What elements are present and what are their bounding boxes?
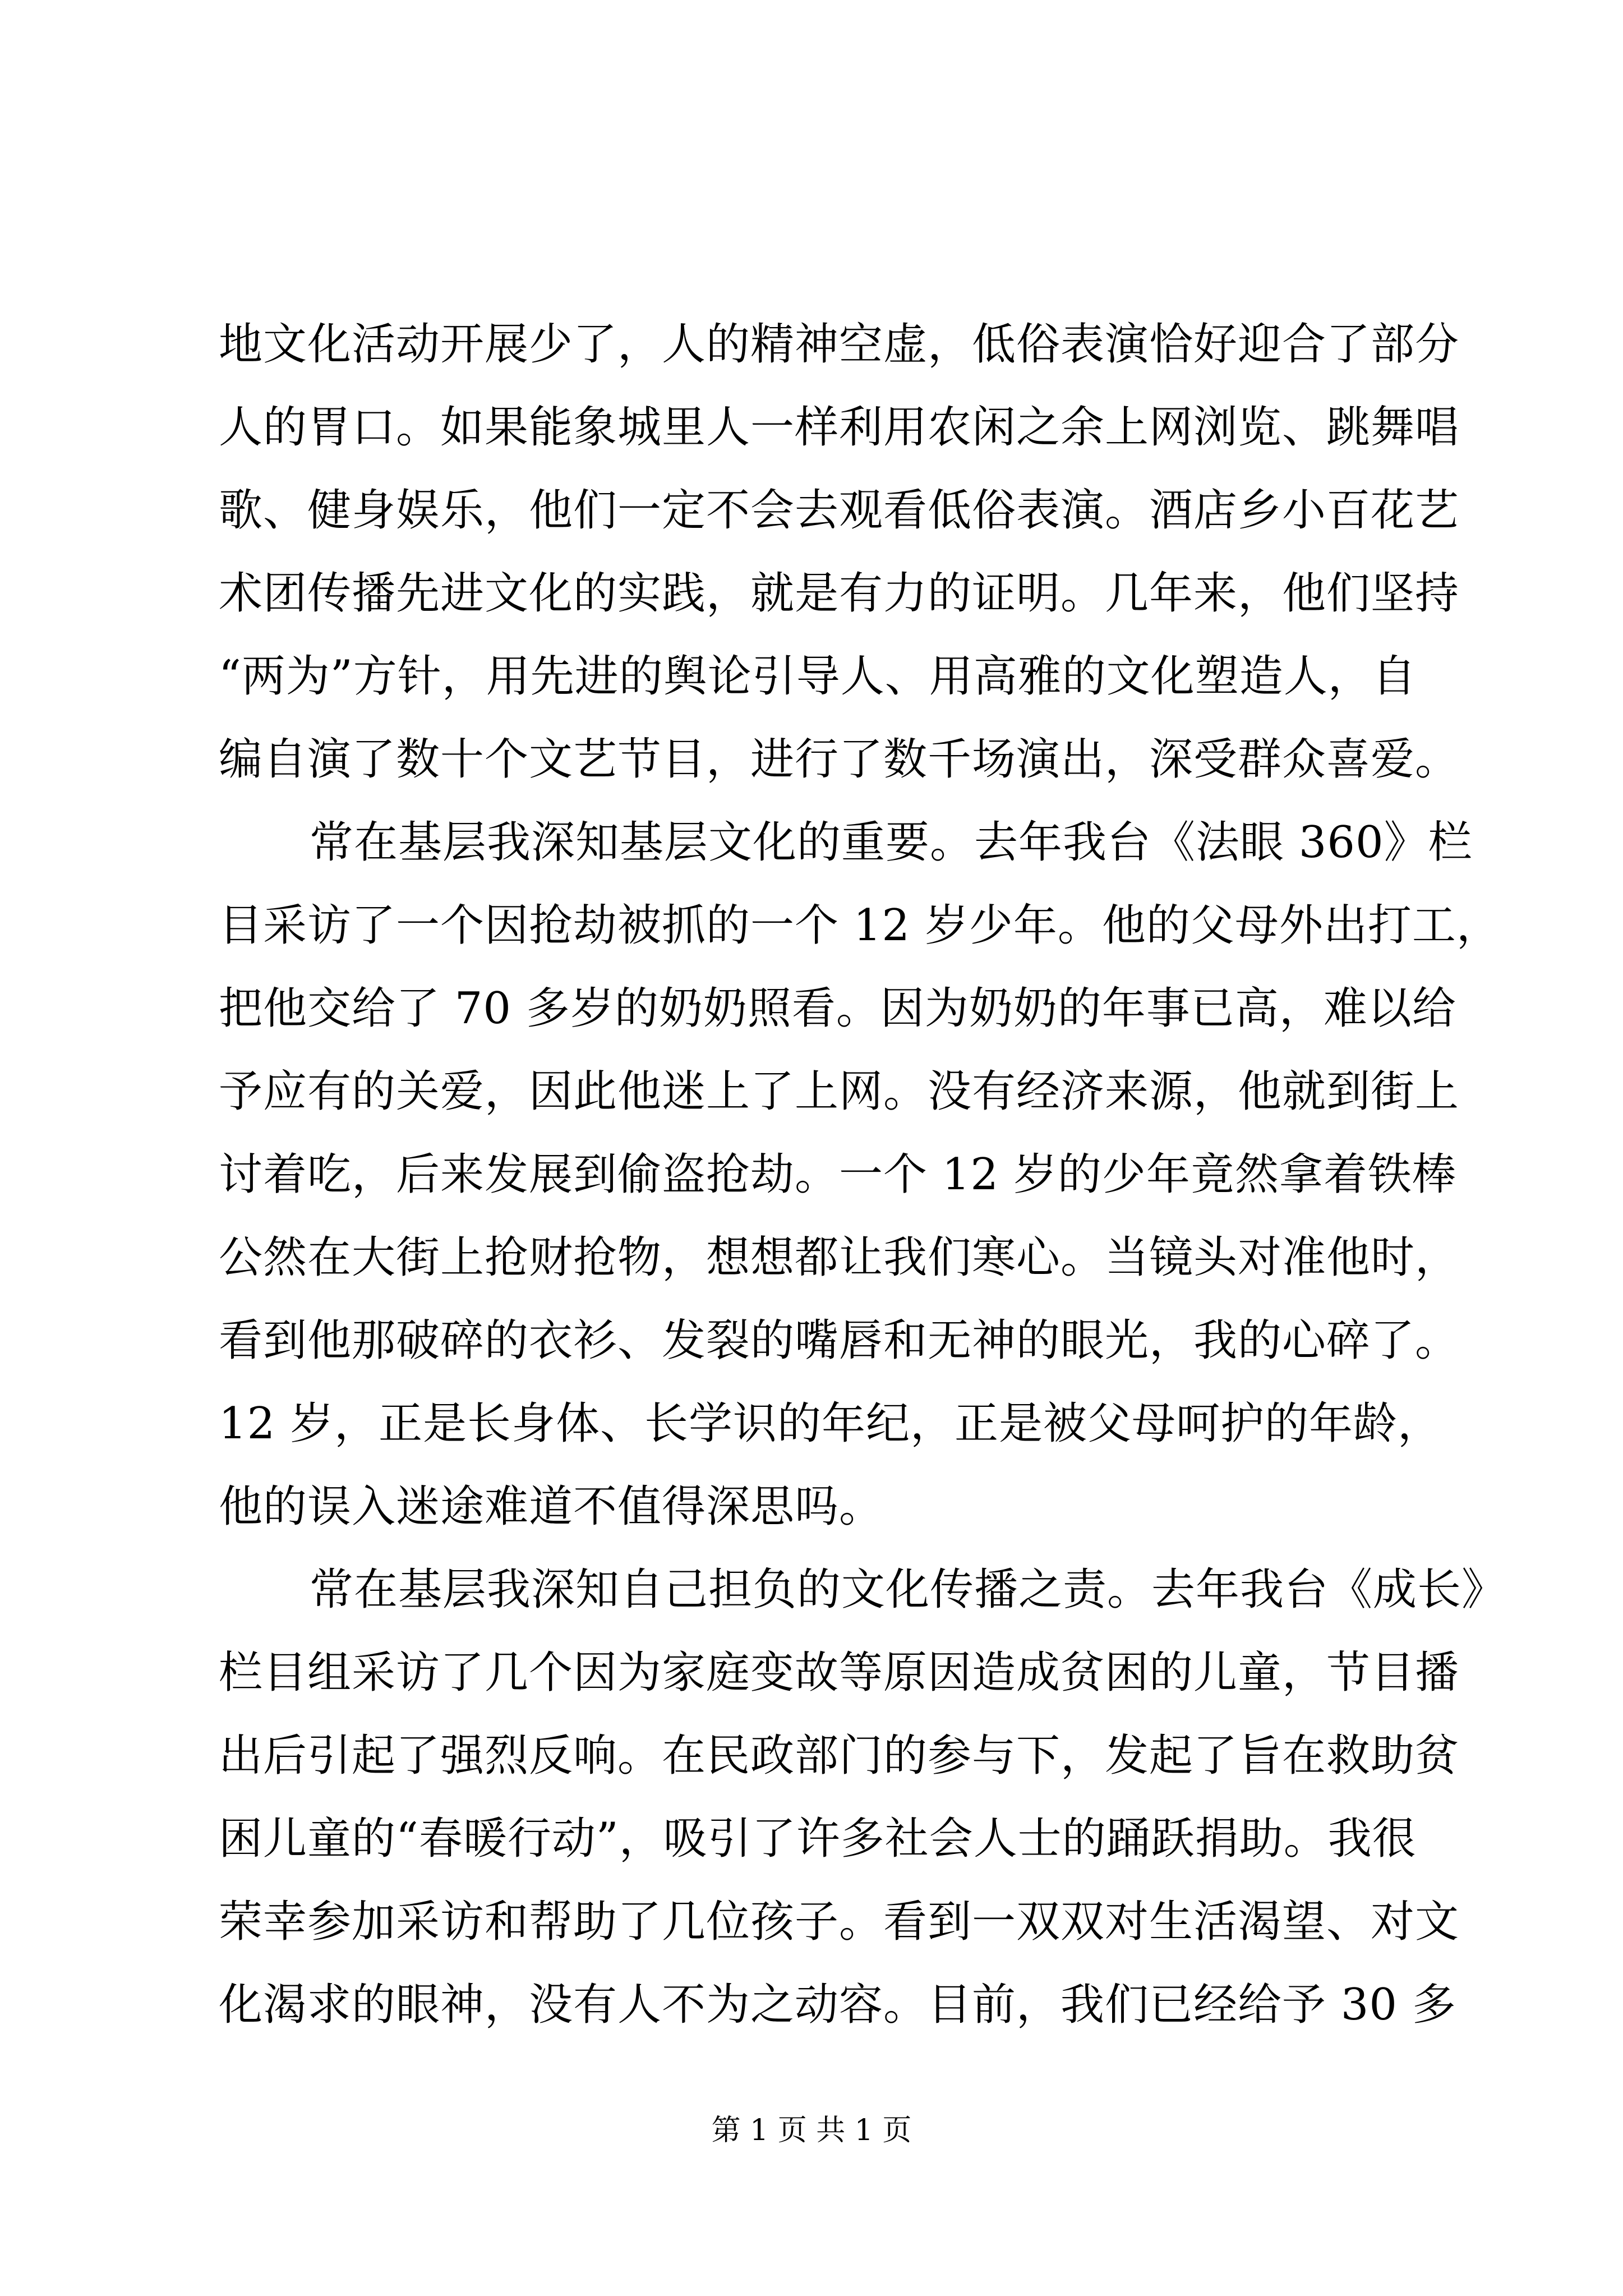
text-line: 12 岁，正是长身体、长学识的年纪，正是被父母呵护的年龄， [219,1398,1442,1449]
text-line: 荣幸参加采访和帮助了几位孩子。看到一双双对生活渴望、对文 [219,1897,1460,1947]
text-line: 栏目组采访了几个因为家庭变故等原因造成贫困的儿童，节目播 [219,1648,1460,1698]
text-line: “两为”方针，用先进的舆论引导人、用高雅的文化塑造人，自 [219,651,1417,702]
text-line: 化渴求的眼神，没有人不为之动容。目前，我们已经给予 30 多 [219,1980,1456,2030]
paragraph-start-line: 常在基层我深知基层文化的重要。去年我台《法眼 360》栏 [310,817,1473,868]
text-line: 地文化活动开展少了，人的精神空虚，低俗表演恰好迎合了部分 [219,319,1460,370]
text-line: 编自演了数十个文艺节目，进行了数千场演出，深受群众喜爱。 [219,734,1460,785]
text-line: 公然在大街上抢财抢物，想想都让我们寒心。当镜头对准他时， [219,1232,1460,1283]
text-line: 看到他那破碎的衣衫、发裂的嘴唇和无神的眼光，我的心碎了。 [219,1315,1460,1366]
text-line: 他的误入迷途难道不值得深思吗。 [219,1481,884,1532]
text-line: 人的胃口。如果能象城里人一样利用农闲之余上网浏览、跳舞唱 [219,402,1460,453]
text-line: 歌、健身娱乐，他们一定不会去观看低俗表演。酒店乡小百花艺 [219,485,1460,536]
paragraph-start-line: 常在基层我深知自己担负的文化传播之责。去年我台《成长》 [310,1565,1506,1615]
text-line: 目采访了一个因抢劫被抓的一个 12 岁少年。他的父母外出打工， [219,900,1501,951]
text-line: 出后引起了强烈反响。在民政部门的参与下，发起了旨在救助贫 [219,1731,1460,1781]
page-footer: 第 1 页 共 1 页 [711,2114,912,2147]
text-line: 予应有的关爱，因此他迷上了上网。没有经济来源，他就到街上 [219,1066,1460,1117]
text-line: 讨着吃，后来发展到偷盗抢劫。一个 12 岁的少年竟然拿着铁棒 [219,1149,1456,1200]
text-line: 困儿童的“春暖行动”，吸引了许多社会人士的踊跃捐助。我很 [219,1814,1417,1864]
document-body [219,303,1506,2046]
text-line: 把他交给了 70 多岁的奶奶照看。因为奶奶的年事已高，难以给 [219,983,1456,1034]
text-line: 术团传播先进文化的实践，就是有力的证明。几年来，他们坚持 [219,568,1460,619]
